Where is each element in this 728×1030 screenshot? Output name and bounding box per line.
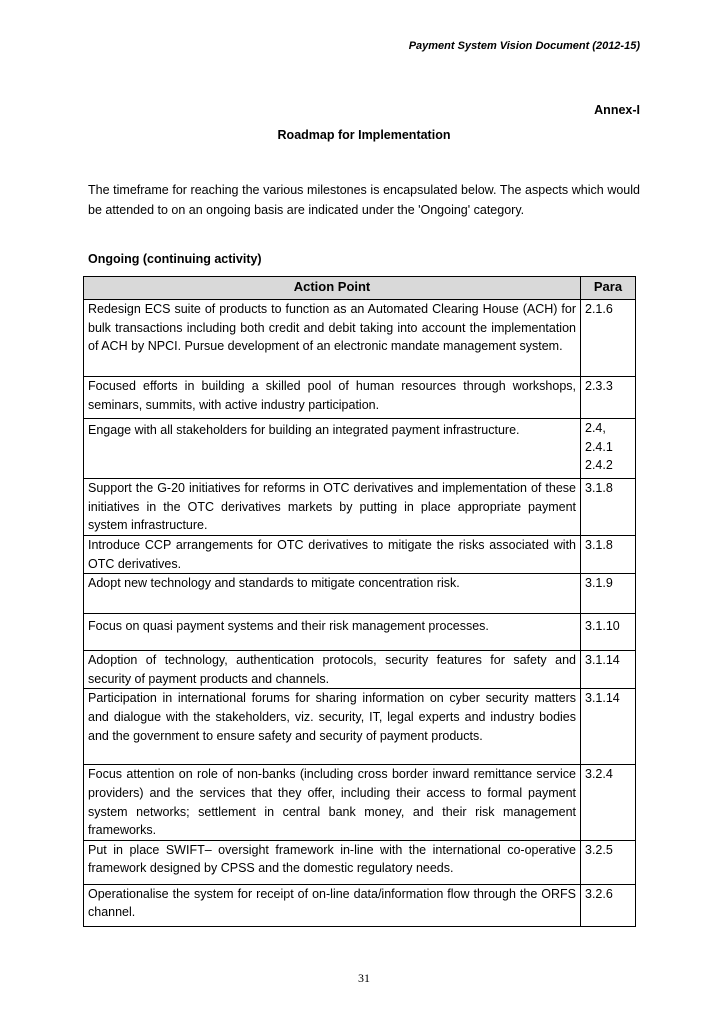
table-row: [84, 840, 636, 884]
para-cell: 3.1.8: [581, 479, 636, 536]
table-row: [84, 419, 636, 479]
para-cell: 3.2.5: [581, 840, 636, 884]
action-point-cell: Adoption of technology, authentication protocols, security features for safety and security of payment products and channels.: [84, 651, 581, 689]
page-number: 31: [358, 971, 370, 985]
action-point-cell: Engage with all stakeholders for building an integrated payment infrastructure.: [84, 419, 581, 479]
action-point-cell: Operationalise the system for receipt of on-line data/information flow through the ORFS channel.: [84, 884, 581, 926]
action-point-cell: Focused efforts in building a skilled pool of human resources through workshops, seminars, summits, with active industry participation.: [84, 377, 581, 419]
table-row: [84, 377, 636, 419]
action-point-cell: Support the G-20 initiatives for reforms in OTC derivatives and implementation of these initiatives in the OTC derivatives markets by putting in place appropriate payment system infrastructure.: [84, 479, 581, 536]
annex-label: Annex-I: [594, 103, 640, 117]
column-header-action: Action Point: [84, 277, 581, 300]
para-cell: 3.1.14: [581, 689, 636, 765]
para-cell: 2.1.6: [581, 300, 636, 377]
para-cell: [581, 419, 636, 479]
page-title: Roadmap for Implementation: [277, 128, 451, 142]
para-line: 2.4.1: [585, 439, 613, 454]
table-row: [84, 651, 636, 689]
para-cell: 3.1.8: [581, 536, 636, 574]
para-line: 2.4.2: [585, 458, 613, 473]
table-row: [84, 536, 636, 574]
running-header: Payment System Vision Document (2012-15): [408, 40, 640, 52]
section-heading: Ongoing (continuing activity): [88, 252, 262, 266]
para-cell: 3.1.14: [581, 651, 636, 689]
action-point-cell: Redesign ECS suite of products to function as an Automated Clearing House (ACH) for bulk transactions including both credit and debit taking into account the implementation of ACH by NPCI. Pursue development of an electronic mandate management system.: [84, 300, 581, 377]
para-line: 2.4,: [585, 421, 606, 435]
action-point-cell: Focus on quasi payment systems and their risk management processes.: [84, 614, 581, 651]
table-row: [84, 689, 636, 765]
action-point-cell: Focus attention on role of non-banks (including cross border inward remittance service providers) and the services that they offer, including their access to formal payment system networks; settlement in central bank money, and their risk management frameworks.: [84, 765, 581, 840]
table-row: [84, 614, 636, 651]
table-row: [84, 765, 636, 840]
roadmap-table: [83, 276, 636, 927]
para-cell: 3.1.10: [581, 614, 636, 651]
intro-paragraph: The timeframe for reaching the various milestones is encapsulated below. The aspects which would be attended to on an ongoing basis are indicated under the 'Ongoing' category.: [88, 183, 640, 217]
table-header-row: [84, 277, 636, 300]
table-row: [84, 884, 636, 926]
para-cell: 2.3.3: [581, 377, 636, 419]
para-cell: 3.2.6: [581, 884, 636, 926]
action-point-cell: Adopt new technology and standards to mitigate concentration risk.: [84, 574, 581, 614]
table-row: [84, 300, 636, 377]
table-row: [84, 574, 636, 614]
table-row: [84, 479, 636, 536]
action-point-cell: Introduce CCP arrangements for OTC derivatives to mitigate the risks associated with OTC derivatives.: [84, 536, 581, 574]
action-point-cell: Participation in international forums for sharing information on cyber security matters and dialogue with the stakeholders, viz. security, IT, legal experts and industry bodies and the government to ensure safety and security of payment products.: [84, 689, 581, 765]
action-point-cell: Put in place SWIFT– oversight framework in-line with the international co-operative framework designed by CPSS and the domestic regulatory needs.: [84, 840, 581, 884]
para-cell: 3.2.4: [581, 765, 636, 840]
para-cell: 3.1.9: [581, 574, 636, 614]
column-header-para: Para: [581, 277, 636, 300]
